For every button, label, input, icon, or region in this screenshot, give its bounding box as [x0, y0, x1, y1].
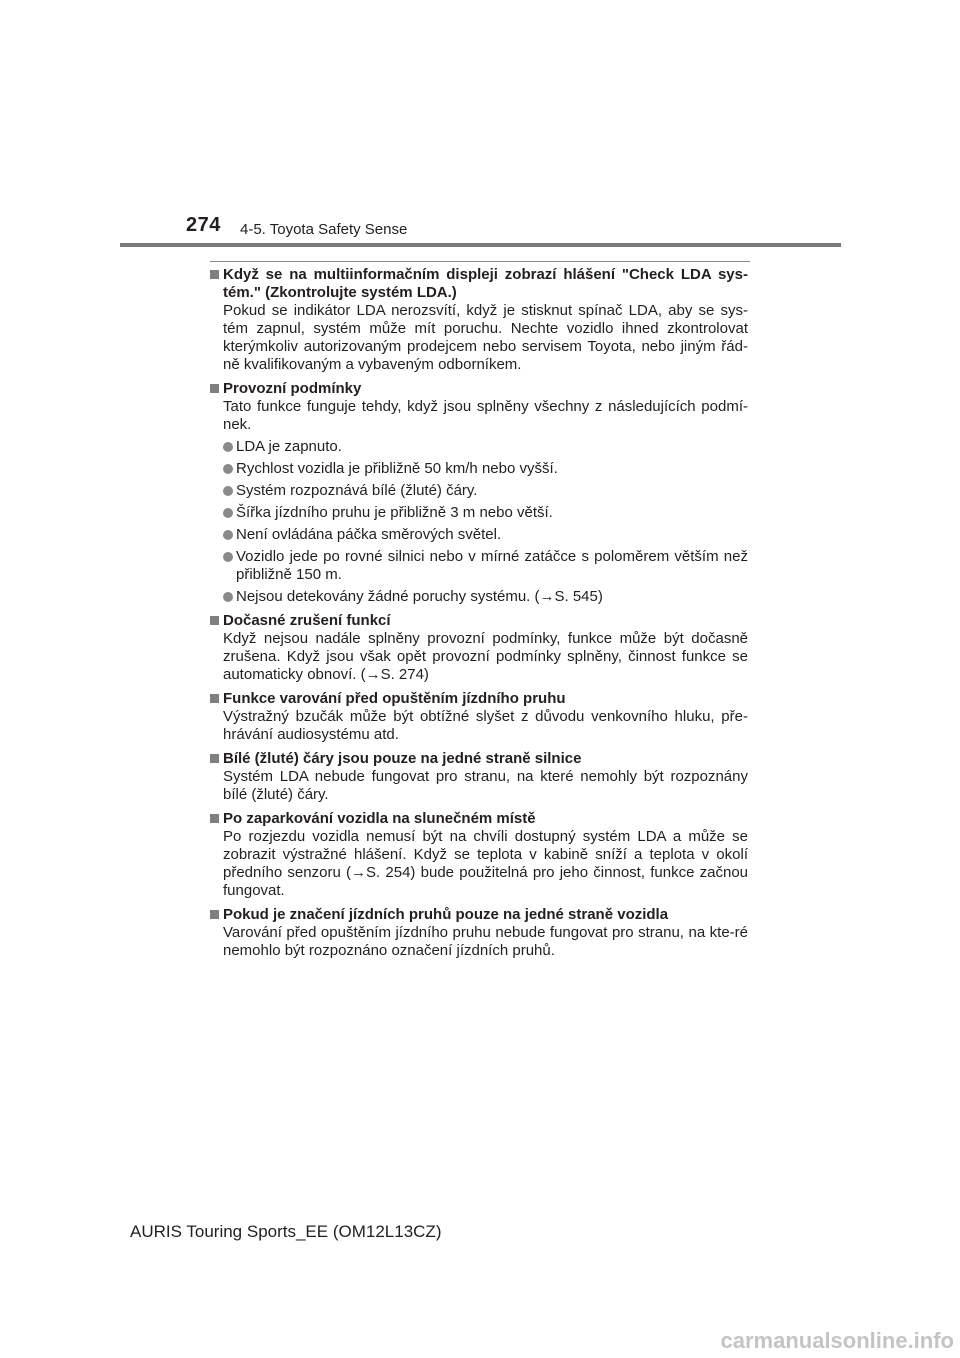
- square-bullet-icon: [210, 384, 219, 393]
- circle-bullet-icon: [223, 552, 233, 562]
- list-item: [223, 548, 748, 584]
- list-item-text: Vozidlo jede po rovné silnici nebo v mírné zatáčce s poloměrem větším než přibližně 150 m.: [236, 548, 748, 583]
- section-paragraph: Systém LDA nebude fungovat pro stranu, na které nemohly být rozpoznány bílé (žluté) čáry.: [223, 768, 748, 803]
- square-bullet-icon: [210, 616, 219, 625]
- circle-bullet-icon: [223, 442, 233, 452]
- section-heading-text: Po zaparkování vozidla na slunečném místě: [223, 810, 536, 827]
- section-heading: [210, 750, 748, 768]
- list-item-text: Není ovládána páčka směrových světel.: [236, 526, 502, 543]
- section-paragraph: Pokud se indikátor LDA nerozsvítí, když je stisknut spínač LDA, aby se sys-tém zapnul, systém může mít poruchu. Nechte vozidlo ihned zkontrolovat kterýmkoliv autorizovaným prodejcem nebo servisem Toyota, nebo jiným řád-ně kvalifikovaným a vybaveným odborníkem.: [223, 302, 748, 373]
- section-paragraph: Když nejsou nadále splněny provozní podmínky, funkce může být dočasně zrušena. Když jsou však opět provozní podmínky splněny, činnost funkce se automaticky obnoví. (→S. 274): [223, 630, 748, 683]
- section-heading: [210, 906, 748, 924]
- circle-bullet-icon: [223, 464, 233, 474]
- section-heading-text: Funkce varování před opuštěním jízdního pruhu: [223, 690, 566, 707]
- list-item: [223, 504, 748, 522]
- square-bullet-icon: [210, 754, 219, 763]
- list-item: [223, 526, 748, 544]
- conditions-list: [210, 438, 748, 606]
- list-item-text: LDA je zapnuto.: [236, 438, 342, 455]
- square-bullet-icon: [210, 814, 219, 823]
- section-lane-departure-warning: [210, 690, 748, 744]
- section-heading: [210, 810, 748, 828]
- list-item-text: Šířka jízdního pruhu je přibližně 3 m nebo větší.: [236, 504, 553, 521]
- square-bullet-icon: [210, 270, 219, 279]
- page-content: [210, 266, 748, 966]
- list-item: [223, 588, 748, 606]
- section-lines-one-side-road: [210, 750, 748, 804]
- section-sunny-parking: [210, 810, 748, 900]
- section-heading-text: Dočasné zrušení funkcí: [223, 612, 391, 629]
- section-paragraph: Tato funkce funguje tehdy, když jsou splněny všechny z následujících podmí-nek.: [223, 398, 748, 433]
- section-temporary-cancel: [210, 612, 748, 684]
- section-heading: [210, 266, 748, 302]
- section-paragraph: Výstražný bzučák může být obtížné slyšet z důvodu venkovního hluku, pře-hrávání audiosystému atd.: [223, 708, 748, 743]
- section-heading: [210, 690, 748, 708]
- list-item-text: Rychlost vozidla je přibližně 50 km/h nebo vyšší.: [236, 460, 558, 477]
- square-bullet-icon: [210, 910, 219, 919]
- square-bullet-icon: [210, 694, 219, 703]
- footer-model-code: AURIS Touring Sports_EE (OM12L13CZ): [130, 1222, 442, 1241]
- content-top-rule: [210, 261, 750, 262]
- section-heading-text: Pokud je značení jízdních pruhů pouze na jedné straně vozidla: [223, 906, 669, 923]
- list-item: [223, 482, 748, 500]
- list-item-text: Systém rozpoznává bílé (žluté) čáry.: [236, 482, 478, 499]
- header-rule: [120, 243, 841, 247]
- section-title: 4-5. Toyota Safety Sense: [240, 221, 408, 238]
- section-heading-text: Bílé (žluté) čáry jsou pouze na jedné straně silnice: [223, 750, 582, 767]
- page-number: 274: [186, 214, 221, 236]
- section-heading: [210, 380, 748, 398]
- circle-bullet-icon: [223, 592, 233, 602]
- circle-bullet-icon: [223, 530, 233, 540]
- section-heading-text: Provozní podmínky: [223, 380, 362, 397]
- section-operating-conditions: [210, 380, 748, 606]
- section-paragraph: Po rozjezdu vozidla nemusí být na chvíli dostupný systém LDA a může se zobrazit výstražné hlášení. Když se teplota v kabině sníží a teplota v okolí předního senzoru (→S. 254) bude použitelná pro jeho činnost, funkce začnou fungovat.: [223, 828, 748, 899]
- circle-bullet-icon: [223, 508, 233, 518]
- section-heading-text: Když se na multiinformačním displeji zobrazí hlášení "Check LDA sys-tém." (Zkontrolujte systém LDA.): [223, 266, 748, 301]
- section-heading: [210, 612, 748, 630]
- section-markings-one-side-vehicle: [210, 906, 748, 960]
- section-paragraph: Varování před opuštěním jízdního pruhu nebude fungovat pro stranu, na kte-ré nemohlo být rozpoznáno označení jízdních pruhů.: [223, 924, 748, 959]
- circle-bullet-icon: [223, 486, 233, 496]
- list-item-text: Nejsou detekovány žádné poruchy systému. (→S. 545): [236, 588, 603, 605]
- section-check-lda: [210, 266, 748, 374]
- list-item: [223, 460, 748, 478]
- list-item: [223, 438, 748, 456]
- watermark: carmanualsonline.info: [720, 1328, 954, 1353]
